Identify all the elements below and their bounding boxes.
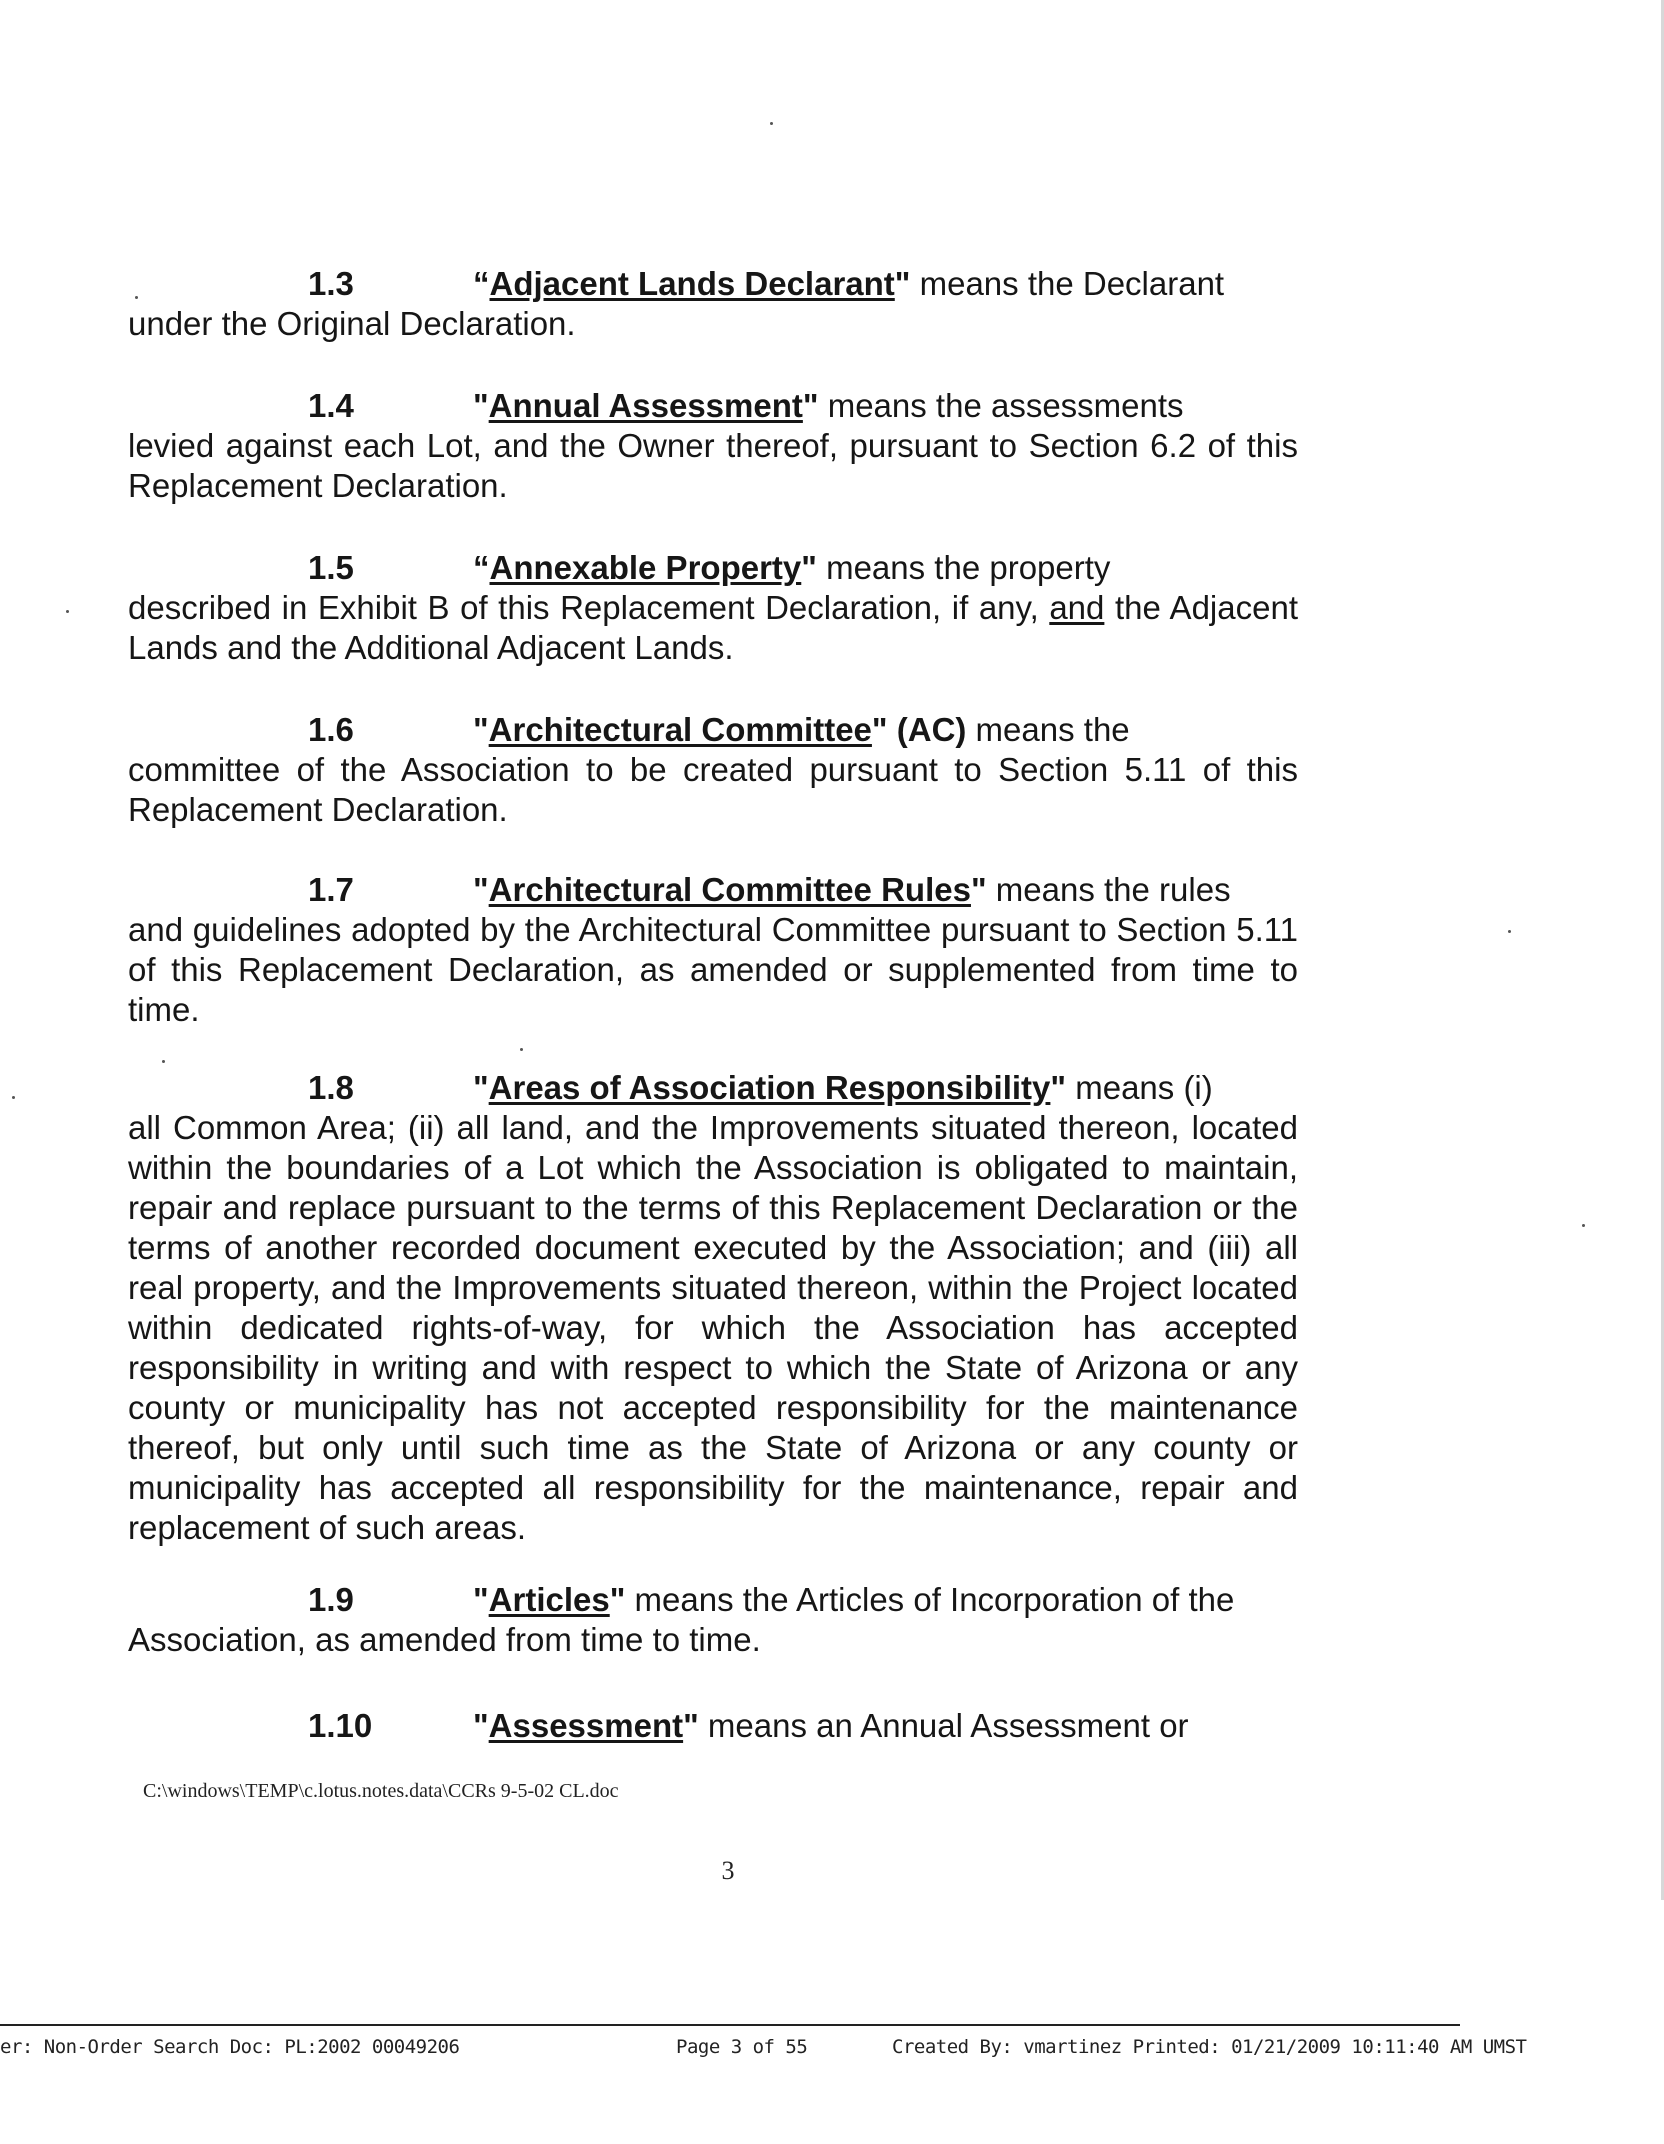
file-path-footer: C:\windows\TEMP\c.lotus.notes.data\CCRs 9-5-02 CL.doc bbox=[143, 1780, 619, 1802]
section-1-8: 1.8 "Areas of Association Responsibility" means (i) all Common Area; (ii) all land, and the Improvements situated thereon, located within the boundaries of a Lot which the Association is obligated to maintain, repair and replace pursuant to the terms of this Replacement Declaration or the terms of another recorded document executed by the Association; and (iii) all real property, and the Improvements situated thereon, within the Project located within dedicated rights-of-way, for which the Association has accepted responsibility in writing and with respect to which the State of Arizona or any county or municipality has not accepted responsibility for the maintenance thereof, but only until such time as the State of Arizona or any county or municipality has accepted all responsibility for the maintenance, repair and replacement of such areas. bbox=[128, 1069, 1298, 1546]
defined-term: Annexable Property bbox=[489, 549, 802, 586]
scan-speck bbox=[66, 610, 69, 613]
section-body: committee of the Association to be created pursuant to Section 5.11 of this Replacement Declaration. bbox=[128, 751, 1298, 828]
section-1-10: 1.10 "Assessment" means an Annual Assessment or bbox=[308, 1707, 1189, 1744]
section-body: under the Original Declaration. bbox=[128, 305, 576, 342]
section-body: all Common Area; (ii) all land, and the Improvements situated thereon, located within the boundaries of a Lot which the Association is obligated to maintain, repair and replace pursuant to the terms of this Replacement Declaration or the terms of another recorded document executed by the Association; and (iii) all real property, and the Improvements situated thereon, within the Project located within dedicated rights-of-way, for which the Association has accepted responsibility in writing and with respect to which the State of Arizona or any county or municipality has not accepted responsibility for the maintenance thereof, but only until such time as the State of Arizona or any county or municipality has accepted all responsibility for the maintenance, repair and replacement of such areas. bbox=[128, 1109, 1298, 1546]
section-1-3: 1.3 “Adjacent Lands Declarant" means the Declarant under the Original Declaration. bbox=[128, 264, 1298, 344]
section-number: 1.7 bbox=[308, 871, 354, 908]
defined-term: Areas of Association Responsibility bbox=[488, 1069, 1051, 1106]
scan-speck bbox=[1582, 1224, 1585, 1227]
footer-print-info: Created By: vmartinez Printed: 01/21/2009 10:11:40 AM UMST bbox=[892, 2036, 1527, 2058]
section-body: Association, as amended from time to time. bbox=[128, 1621, 761, 1658]
scan-speck bbox=[520, 1048, 523, 1051]
section-body: and guidelines adopted by the Architectural Committee pursuant to Section 5.11 of this Replacement Declaration, as amended or supplemented from time to time. bbox=[128, 911, 1298, 1028]
section-1-6: 1.6 "Architectural Committee" (AC) means the committee of the Association to be created pursuant to Section 5.11 of this Replacement Declaration. bbox=[128, 711, 1298, 828]
defined-term: Architectural Committee bbox=[488, 711, 872, 748]
page-number: 3 bbox=[721, 1856, 735, 1885]
scan-speck bbox=[1508, 930, 1511, 933]
scan-speck bbox=[162, 1060, 165, 1063]
defined-term: Annual Assessment bbox=[488, 387, 803, 424]
section-body: levied against each Lot, and the Owner thereof, pursuant to Section 6.2 of this Replacement Declaration. bbox=[128, 427, 1298, 504]
defined-term: Architectural Committee Rules bbox=[488, 871, 971, 908]
scan-speck bbox=[770, 122, 773, 125]
footer-page-count: Page 3 of 55 bbox=[676, 2036, 808, 2058]
section-number: 1.9 bbox=[308, 1581, 354, 1618]
footer-divider bbox=[0, 2024, 1460, 2026]
section-number: 1.5 bbox=[308, 549, 354, 586]
defined-term: Adjacent Lands Declarant bbox=[489, 265, 895, 302]
defined-term: Articles bbox=[488, 1581, 610, 1618]
section-number: 1.4 bbox=[308, 387, 354, 424]
footer-doc-info: er: Non-Order Search Doc: PL:2002 00049206 bbox=[0, 2036, 460, 2058]
section-number: 1.8 bbox=[308, 1069, 354, 1106]
scan-speck bbox=[12, 1096, 15, 1099]
section-1-4: 1.4 "Annual Assessment" means the assessments levied against each Lot, and the Owner thereof, pursuant to Section 6.2 of this Replacement Declaration. bbox=[128, 387, 1298, 504]
section-1-9: 1.9 "Articles" means the Articles of Incorporation of the Association, as amended from time to time. bbox=[128, 1580, 1298, 1660]
section-number: 1.3 bbox=[308, 265, 354, 302]
defined-term: Assessment bbox=[488, 1707, 684, 1744]
section-1-7: 1.7 "Architectural Committee Rules" means the rules and guidelines adopted by the Architectural Committee pursuant to Section 5.11 of this Replacement Declaration, as amended or supplemented from time to time. bbox=[128, 871, 1298, 1028]
section-body: described in Exhibit B of this Replacement Declaration, if any, and the Adjacent Lands and the Additional Adjacent Lands. bbox=[128, 589, 1298, 666]
section-1-5: 1.5 “Annexable Property" means the property described in Exhibit B of this Replacement Declaration, if any, and the Adjacent Lands and the Additional Adjacent Lands. bbox=[128, 549, 1298, 666]
section-number: 1.6 bbox=[308, 711, 354, 748]
section-number: 1.10 bbox=[308, 1707, 373, 1744]
